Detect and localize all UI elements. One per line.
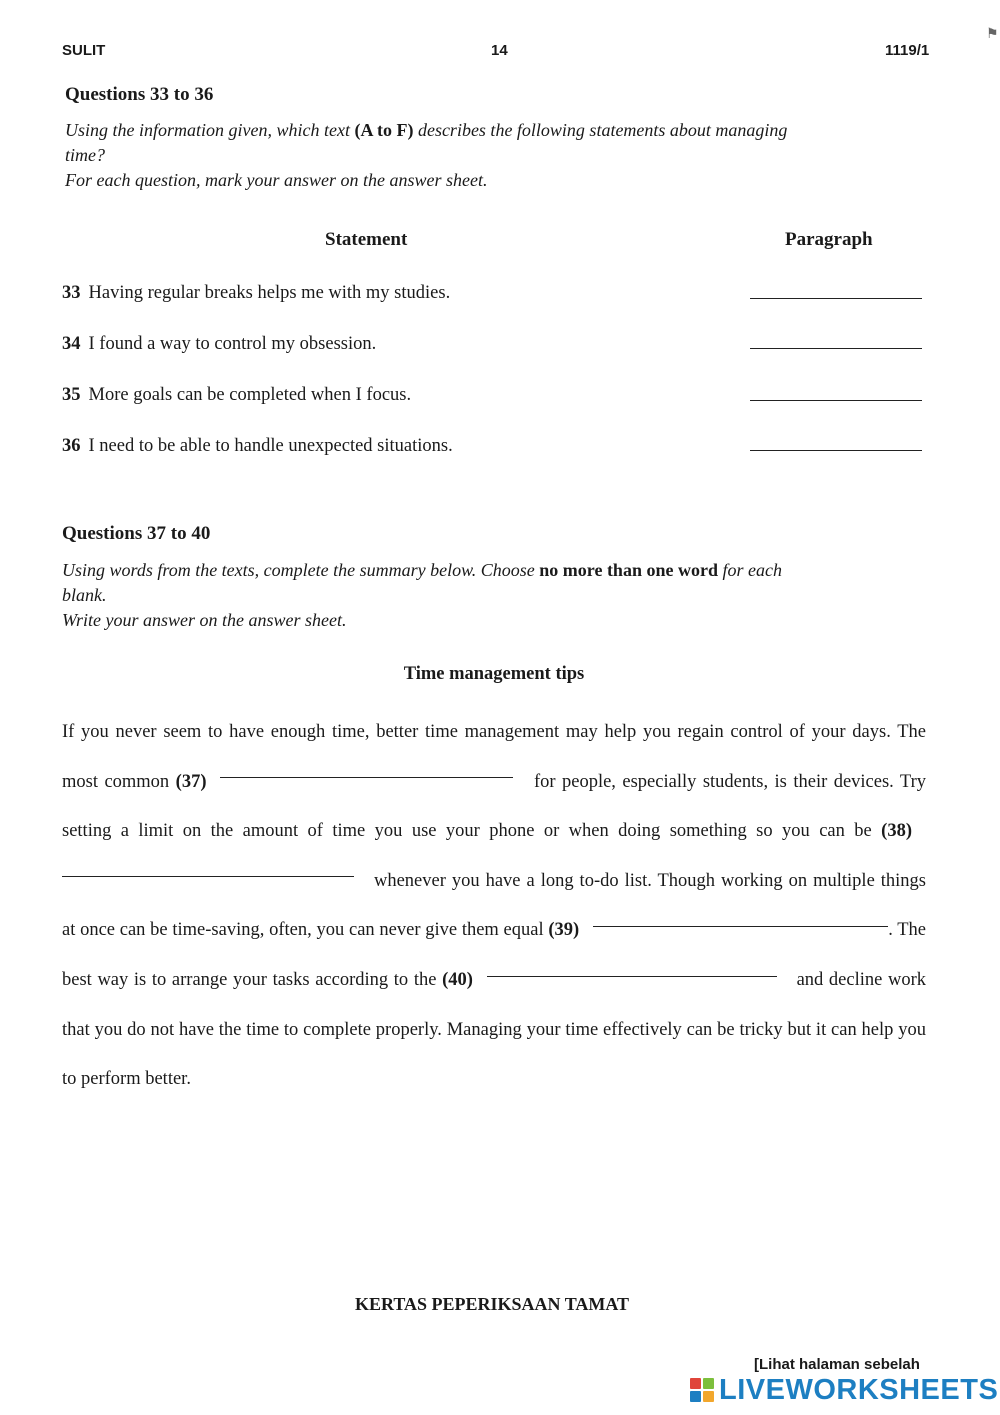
answer-blank-34[interactable]: [750, 348, 922, 349]
question-35: 35 More goals can be completed when I focus.: [62, 385, 412, 405]
blank-38-label: (38): [881, 821, 912, 842]
answer-blank-33[interactable]: [750, 298, 922, 299]
answer-blank-38[interactable]: [62, 876, 354, 877]
flag-icon: ⚑: [986, 27, 999, 42]
exam-end-text: KERTAS PEPERIKSAAN TAMAT: [354, 1294, 630, 1314]
paper-code: 1119/1: [885, 42, 930, 59]
header-sulit: SULIT: [62, 42, 106, 59]
answer-blank-35[interactable]: [750, 400, 922, 401]
summary-title: Time management tips: [403, 664, 585, 684]
blank-37-label: (37): [175, 771, 207, 792]
brand-name: LIVEWORKSHEETS: [719, 1373, 999, 1406]
page-number: 14: [491, 42, 508, 59]
blank-40-label: (40): [442, 969, 473, 990]
section1-instructions: Using the information given, which text (A to F) describes the following statements about managing time? For each question, mark your answer on the answer sheet.: [65, 120, 788, 190]
question-33: 33 Having regular breaks helps me with my studies.: [62, 283, 451, 303]
answer-blank-37[interactable]: [220, 777, 513, 778]
question-34: 34 I found a way to control my obsession.: [62, 334, 377, 354]
question-36: 36 I need to be able to handle unexpected situations.: [62, 436, 453, 456]
blank-39-label: (39): [548, 920, 580, 941]
section1-title: Questions 33 to 36: [65, 84, 214, 105]
liveworksheets-brand[interactable]: [690, 1372, 998, 1408]
liveworksheets-logo-icon: [690, 1378, 714, 1402]
answer-blank-36[interactable]: [750, 450, 922, 451]
answer-blank-39[interactable]: [593, 926, 888, 927]
section2-title: Questions 37 to 40: [62, 523, 211, 544]
column-paragraph: Paragraph: [785, 229, 873, 250]
next-page-note: [Lihat halaman sebelah: [754, 1356, 920, 1373]
summary-paragraph: If you never seem to have enough time, better time management may help you regain control of your days. The most common (37) for people, especially students, is their devices. Try setting a limit on the amount of time you use your phone or when doing something so you can be (38) whenever you have a long to-do list. Though working on multiple things at once can be time-saving, often, you can never give them equal (39) . The best way is to arrange your tasks according to the (40) and decline work that you do not have the time to complete properly. Managing your time effectively can be tricky but it can help you to perform better.: [62, 722, 927, 1090]
section2-instructions: Using words from the texts, complete the summary below. Choose no more than one word for each blank. Write your answer on the answer sheet.: [62, 560, 782, 630]
answer-blank-40[interactable]: [487, 976, 777, 977]
column-statement: Statement: [325, 229, 408, 250]
